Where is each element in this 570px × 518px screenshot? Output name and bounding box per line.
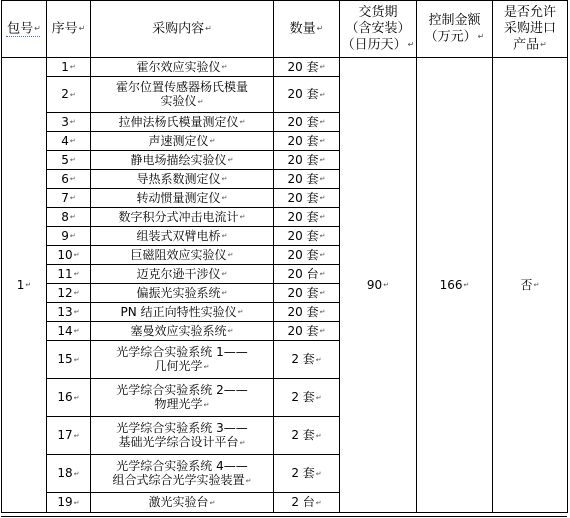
seq-cell: 2↵ bbox=[47, 77, 91, 113]
item-name-cell: 组装式双臂电桥↵ bbox=[91, 227, 274, 246]
quantity-cell: 2 套↵ bbox=[274, 379, 340, 417]
seq-cell: 3↵ bbox=[47, 113, 91, 132]
quantity-cell: 20 套↵ bbox=[274, 170, 340, 189]
item-name-cell: 偏振光实验系统↵ bbox=[91, 284, 274, 303]
seq-cell: 18↵ bbox=[47, 455, 91, 493]
quantity-cell: 20 套↵ bbox=[274, 322, 340, 341]
seq-cell: 7↵ bbox=[47, 189, 91, 208]
quantity-cell: 2 套↵ bbox=[274, 341, 340, 379]
item-name-cell: 迈克尔逊干涉仪↵ bbox=[91, 265, 274, 284]
quantity-cell: 20 套↵ bbox=[274, 284, 340, 303]
quantity-cell: 20 套↵ bbox=[274, 113, 340, 132]
item-name-cell: 静电场描绘实验仪↵ bbox=[91, 151, 274, 170]
item-name-cell: 塞曼效应实验系统↵ bbox=[91, 322, 274, 341]
seq-cell: 8↵ bbox=[47, 208, 91, 227]
seq-cell: 15↵ bbox=[47, 341, 91, 379]
quantity-cell: 20 套↵ bbox=[274, 151, 340, 170]
quantity-cell: 20 套↵ bbox=[274, 77, 340, 113]
quantity-cell: 2 台↵ bbox=[274, 493, 340, 513]
quantity-cell: 20 套↵ bbox=[274, 189, 340, 208]
item-name-cell: 数字积分式冲击电流计↵ bbox=[91, 208, 274, 227]
seq-cell: 14↵ bbox=[47, 322, 91, 341]
header-budget: 控制金额 （万元）↵ bbox=[417, 1, 493, 58]
quantity-cell: 20 套↵ bbox=[274, 227, 340, 246]
item-name-cell: PN 结正向特性实验仪↵ bbox=[91, 303, 274, 322]
header-row bbox=[2, 1, 568, 58]
package-number-cell: 1↵ bbox=[2, 58, 47, 513]
quantity-cell: 20 套↵ bbox=[274, 208, 340, 227]
seq-cell: 9↵ bbox=[47, 227, 91, 246]
quantity-cell: 20 套↵ bbox=[274, 132, 340, 151]
item-name-cell: 拉伸法杨氏模量测定仪↵ bbox=[91, 113, 274, 132]
table-row bbox=[2, 58, 568, 77]
seq-cell: 1↵ bbox=[47, 58, 91, 77]
seq-cell: 19↵ bbox=[47, 493, 91, 513]
item-name-cell: 光学综合实验系统 4—— 组合式综合光学实验装置↵ bbox=[91, 455, 274, 493]
delivery-days-cell: 90↵ bbox=[340, 58, 417, 513]
header-seq: 序号↵ bbox=[47, 1, 91, 58]
quantity-cell: 2 套↵ bbox=[274, 455, 340, 493]
quantity-cell: 20 套↵ bbox=[274, 58, 340, 77]
header-content: 采购内容↵ bbox=[91, 1, 274, 58]
seq-cell: 11↵ bbox=[47, 265, 91, 284]
table-bottom-border bbox=[1, 516, 567, 517]
item-name-cell: 转动惯量测定仪↵ bbox=[91, 189, 274, 208]
item-name-cell: 声速测定仪↵ bbox=[91, 132, 274, 151]
import-allowed-cell: 否↵ bbox=[493, 58, 568, 513]
item-name-cell: 光学综合实验系统 2—— 物理光学↵ bbox=[91, 379, 274, 417]
quantity-cell: 20 套↵ bbox=[274, 246, 340, 265]
quantity-cell: 20 套↵ bbox=[274, 303, 340, 322]
item-name-cell: 激光实验台↵ bbox=[91, 493, 274, 513]
header-package: 包号↵ bbox=[2, 1, 47, 58]
quantity-cell: 2 套↵ bbox=[274, 417, 340, 455]
item-name-cell: 巨磁阻效应实验仪↵ bbox=[91, 246, 274, 265]
item-name-cell: 光学综合实验系统 1—— 几何光学↵ bbox=[91, 341, 274, 379]
seq-cell: 10↵ bbox=[47, 246, 91, 265]
header-qty: 数量↵ bbox=[274, 1, 340, 58]
procurement-table bbox=[1, 0, 568, 513]
quantity-cell: 20 台↵ bbox=[274, 265, 340, 284]
item-name-cell: 霍尔效应实验仪↵ bbox=[91, 58, 274, 77]
seq-cell: 5↵ bbox=[47, 151, 91, 170]
header-import: 是否允许 采购进口 产品↵ bbox=[493, 1, 568, 58]
seq-cell: 12↵ bbox=[47, 284, 91, 303]
item-name-cell: 霍尔位置传感器杨氏模量 实验仪↵ bbox=[91, 77, 274, 113]
item-name-cell: 导热系数测定仪↵ bbox=[91, 170, 274, 189]
seq-cell: 17↵ bbox=[47, 417, 91, 455]
budget-cell: 166↵ bbox=[417, 58, 493, 513]
item-name-cell: 光学综合实验系统 3—— 基础光学综合设计平台↵ bbox=[91, 417, 274, 455]
header-delivery: 交货期 （含安装） （日历天）↵ bbox=[340, 1, 417, 58]
seq-cell: 6↵ bbox=[47, 170, 91, 189]
seq-cell: 4↵ bbox=[47, 132, 91, 151]
seq-cell: 13↵ bbox=[47, 303, 91, 322]
seq-cell: 16↵ bbox=[47, 379, 91, 417]
